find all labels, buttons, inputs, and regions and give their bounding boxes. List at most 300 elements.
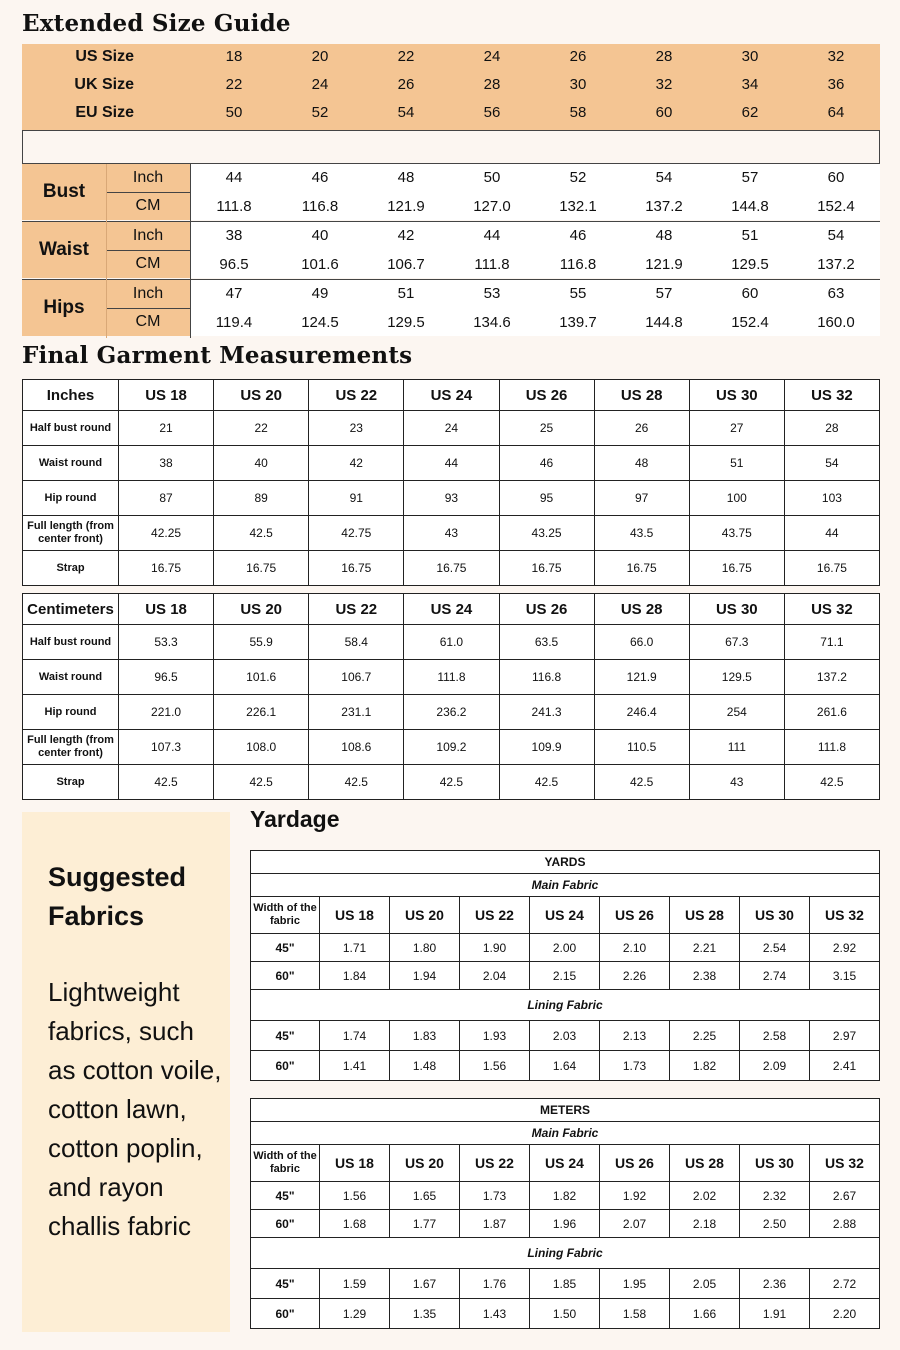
inch-value: 52 xyxy=(569,169,587,186)
cell-value: 1.50 xyxy=(530,1299,600,1329)
cell-value: 71.1 xyxy=(784,625,879,660)
table-row xyxy=(251,1182,880,1210)
cell-value: 2.38 xyxy=(670,962,740,990)
size-header: US 22 xyxy=(309,594,404,625)
cell-value: 22 xyxy=(214,411,309,446)
cell-value: 2.50 xyxy=(740,1210,810,1238)
cell-value: 106.7 xyxy=(309,660,404,695)
size-value: 34 xyxy=(741,76,759,93)
size-header: US 28 xyxy=(594,594,689,625)
unit-inch-label: Inch xyxy=(106,164,190,192)
cell-value: 55.9 xyxy=(214,625,309,660)
size-header: US 20 xyxy=(390,1145,460,1182)
inch-value: 57 xyxy=(741,169,759,186)
cell-value: 108.0 xyxy=(214,730,309,765)
main-fabric-label: Main Fabric xyxy=(251,874,880,897)
table-row xyxy=(251,1299,880,1329)
cell-value: 2.15 xyxy=(530,962,600,990)
cm-value: 137.2 xyxy=(817,256,855,273)
corner-label: Inches xyxy=(23,380,119,411)
row-label: Full length (from center front) xyxy=(23,730,119,765)
cell-value: 3.15 xyxy=(810,962,880,990)
cell-value: 2.05 xyxy=(670,1269,740,1299)
width-label: Width of the fabric xyxy=(251,897,320,934)
unit-divider xyxy=(106,308,190,309)
row-label: Hip round xyxy=(23,695,119,730)
size-value: 18 xyxy=(225,48,243,65)
size-value: 56 xyxy=(483,104,501,121)
inch-value: 60 xyxy=(741,285,759,302)
fabric-width: 60" xyxy=(251,1210,320,1238)
cell-value: 54 xyxy=(784,446,879,481)
cell-value: 51 xyxy=(689,446,784,481)
size-value: 64 xyxy=(827,104,845,121)
table-row xyxy=(251,1269,880,1299)
unit-title: METERS xyxy=(251,1099,880,1122)
cell-value: 2.02 xyxy=(670,1182,740,1210)
size-header: US 24 xyxy=(404,380,499,411)
size-value: 36 xyxy=(827,76,845,93)
cell-value: 16.75 xyxy=(404,551,499,586)
cell-value: 46 xyxy=(499,446,594,481)
cell-value: 1.94 xyxy=(390,962,460,990)
row-label: Hip round xyxy=(23,481,119,516)
measurement-label-bust: Bust xyxy=(22,164,106,220)
cell-value: 1.87 xyxy=(460,1210,530,1238)
cell-value: 2.00 xyxy=(530,934,600,962)
cm-value: 96.5 xyxy=(219,256,249,273)
cell-value: 254 xyxy=(689,695,784,730)
size-header: US 24 xyxy=(404,594,499,625)
extended-size-guide-title: Extended Size Guide xyxy=(22,10,291,37)
suggested-fabrics-text: Lightweight fabrics, such as cotton voile, cotton lawn, cotton poplin, and rayon challis fabric xyxy=(48,977,222,1241)
yardage-title: Yardage xyxy=(250,806,340,832)
cell-value: 231.1 xyxy=(309,695,404,730)
corner-label: Centimeters xyxy=(23,594,119,625)
size-header: US 20 xyxy=(214,594,309,625)
cell-value: 95 xyxy=(499,481,594,516)
cell-value: 226.1 xyxy=(214,695,309,730)
cell-value: 2.26 xyxy=(600,962,670,990)
size-value: 32 xyxy=(655,76,673,93)
cell-value: 2.25 xyxy=(670,1021,740,1051)
fabric-width: 45" xyxy=(251,1269,320,1299)
yardage-table-meters xyxy=(250,1098,880,1329)
cell-value: 2.54 xyxy=(740,934,810,962)
garment-table-inches xyxy=(22,379,880,586)
table-row xyxy=(23,730,880,765)
cm-value: 134.6 xyxy=(473,314,511,331)
cell-value: 42.5 xyxy=(309,765,404,800)
cm-value: 139.7 xyxy=(559,314,597,331)
inch-value: 40 xyxy=(311,227,329,244)
table-row xyxy=(23,625,880,660)
cell-value: 2.18 xyxy=(670,1210,740,1238)
unit-divider xyxy=(106,192,190,193)
cell-value: 42.5 xyxy=(214,516,309,551)
inch-value: 46 xyxy=(311,169,329,186)
label-divider xyxy=(106,164,107,338)
cell-value: 2.36 xyxy=(740,1269,810,1299)
cell-value: 1.83 xyxy=(390,1021,460,1051)
cell-value: 111.8 xyxy=(404,660,499,695)
size-header: US 28 xyxy=(670,897,740,934)
inch-value: 49 xyxy=(311,285,329,302)
inch-value: 53 xyxy=(483,285,501,302)
inch-value: 44 xyxy=(483,227,501,244)
table-row xyxy=(23,411,880,446)
cell-value: 1.71 xyxy=(320,934,390,962)
cell-value: 16.75 xyxy=(784,551,879,586)
cell-value: 109.2 xyxy=(404,730,499,765)
cell-value: 1.65 xyxy=(390,1182,460,1210)
main-fabric-row xyxy=(251,1122,880,1145)
cell-value: 2.21 xyxy=(670,934,740,962)
size-value: 20 xyxy=(311,48,329,65)
size-value: 28 xyxy=(483,76,501,93)
size-value: 30 xyxy=(741,48,759,65)
size-header: US 30 xyxy=(740,897,810,934)
cell-value: 241.3 xyxy=(499,695,594,730)
inch-value: 54 xyxy=(655,169,673,186)
cell-value: 42.5 xyxy=(214,765,309,800)
unit-cm-label: CM xyxy=(106,192,190,220)
fabric-width: 60" xyxy=(251,1051,320,1081)
inch-value: 60 xyxy=(827,169,845,186)
size-value: 62 xyxy=(741,104,759,121)
cell-value: 1.95 xyxy=(600,1269,670,1299)
lining-fabric-label: Lining Fabric xyxy=(251,990,880,1021)
size-header: US 32 xyxy=(784,594,879,625)
header-row xyxy=(23,594,880,625)
table-row xyxy=(251,962,880,990)
cell-value: 38 xyxy=(119,446,214,481)
cell-value: 1.43 xyxy=(460,1299,530,1329)
fabric-width: 60" xyxy=(251,1299,320,1329)
inch-value: 50 xyxy=(483,169,501,186)
cell-value: 1.29 xyxy=(320,1299,390,1329)
lining-fabric-row xyxy=(251,990,880,1021)
size-value: 54 xyxy=(397,104,415,121)
cell-value: 53.3 xyxy=(119,625,214,660)
row-label: Strap xyxy=(23,551,119,586)
table-row xyxy=(23,481,880,516)
size-header: US 26 xyxy=(600,1145,670,1182)
cell-value: 25 xyxy=(499,411,594,446)
cell-value: 23 xyxy=(309,411,404,446)
cm-value: 111.8 xyxy=(216,198,252,215)
cell-value: 111.8 xyxy=(784,730,879,765)
cell-value: 67.3 xyxy=(689,625,784,660)
cell-value: 16.75 xyxy=(309,551,404,586)
final-garment-title: Final Garment Measurements xyxy=(22,342,413,369)
inch-value: 57 xyxy=(655,285,673,302)
cm-value: 137.2 xyxy=(645,198,683,215)
cell-value: 1.67 xyxy=(390,1269,460,1299)
cm-value: 106.7 xyxy=(387,256,425,273)
cell-value: 42 xyxy=(309,446,404,481)
cell-value: 1.41 xyxy=(320,1051,390,1081)
cell-value: 2.74 xyxy=(740,962,810,990)
unit-title: YARDS xyxy=(251,851,880,874)
cell-value: 26 xyxy=(594,411,689,446)
cell-value: 96.5 xyxy=(119,660,214,695)
width-label: Width of the fabric xyxy=(251,1145,320,1182)
cell-value: 1.85 xyxy=(530,1269,600,1299)
cell-value: 261.6 xyxy=(784,695,879,730)
inch-value: 51 xyxy=(397,285,415,302)
cm-value: 116.8 xyxy=(301,198,339,215)
cell-value: 1.82 xyxy=(530,1182,600,1210)
cell-value: 111 xyxy=(689,730,784,765)
cell-value: 2.20 xyxy=(810,1299,880,1329)
table-row xyxy=(251,1051,880,1081)
cell-value: 109.9 xyxy=(499,730,594,765)
cell-value: 2.04 xyxy=(460,962,530,990)
row-label: Half bust round xyxy=(23,625,119,660)
cell-value: 1.48 xyxy=(390,1051,460,1081)
inch-value: 54 xyxy=(827,227,845,244)
inch-value: 47 xyxy=(225,285,243,302)
size-header: US 24 xyxy=(530,897,600,934)
cell-value: 2.10 xyxy=(600,934,670,962)
cell-value: 44 xyxy=(784,516,879,551)
cell-value: 43 xyxy=(689,765,784,800)
size-value: 24 xyxy=(483,48,501,65)
cell-value: 1.76 xyxy=(460,1269,530,1299)
cell-value: 1.96 xyxy=(530,1210,600,1238)
inch-value: 46 xyxy=(569,227,587,244)
cm-value: 119.4 xyxy=(215,314,253,331)
cell-value: 129.5 xyxy=(689,660,784,695)
row-label: Strap xyxy=(23,765,119,800)
size-value: 24 xyxy=(311,76,329,93)
cell-value: 24 xyxy=(404,411,499,446)
size-header-row xyxy=(251,1145,880,1182)
cell-value: 61.0 xyxy=(404,625,499,660)
cell-value: 44 xyxy=(404,446,499,481)
cm-value: 152.4 xyxy=(817,198,855,215)
suggested-fabrics-title: Suggested Fabrics xyxy=(48,862,187,931)
inch-value: 48 xyxy=(397,169,415,186)
cell-value: 1.82 xyxy=(670,1051,740,1081)
cell-value: 2.72 xyxy=(810,1269,880,1299)
size-row-label: UK Size xyxy=(74,76,134,93)
cm-value: 124.5 xyxy=(301,314,339,331)
cell-value: 63.5 xyxy=(499,625,594,660)
cell-value: 121.9 xyxy=(594,660,689,695)
cell-value: 93 xyxy=(404,481,499,516)
table-row xyxy=(23,765,880,800)
cell-value: 1.84 xyxy=(320,962,390,990)
size-value: 26 xyxy=(397,76,415,93)
size-header: US 32 xyxy=(810,1145,880,1182)
row-label: Waist round xyxy=(23,446,119,481)
size-value: 32 xyxy=(827,48,845,65)
main-fabric-label: Main Fabric xyxy=(251,1122,880,1145)
cell-value: 2.97 xyxy=(810,1021,880,1051)
cell-value: 2.13 xyxy=(600,1021,670,1051)
cell-value: 89 xyxy=(214,481,309,516)
cell-value: 16.75 xyxy=(499,551,594,586)
cell-value: 236.2 xyxy=(404,695,499,730)
cell-value: 2.41 xyxy=(810,1051,880,1081)
cell-value: 1.73 xyxy=(460,1182,530,1210)
cell-value: 2.03 xyxy=(530,1021,600,1051)
header-row xyxy=(23,380,880,411)
inch-value: 55 xyxy=(569,285,587,302)
cm-value: 111.8 xyxy=(474,256,510,273)
size-header-row xyxy=(251,897,880,934)
inch-value: 38 xyxy=(225,227,243,244)
size-header: US 26 xyxy=(600,897,670,934)
cell-value: 100 xyxy=(689,481,784,516)
measurement-label-hips: Hips xyxy=(22,280,106,336)
size-row-label: US Size xyxy=(75,48,134,65)
cm-value: 152.4 xyxy=(731,314,769,331)
cell-value: 91 xyxy=(309,481,404,516)
cm-value: 129.5 xyxy=(731,256,769,273)
cell-value: 1.93 xyxy=(460,1021,530,1051)
table-row xyxy=(23,551,880,586)
size-header: US 30 xyxy=(689,380,784,411)
size-header: US 26 xyxy=(499,594,594,625)
inch-value: 63 xyxy=(827,285,845,302)
size-header: US 18 xyxy=(320,897,390,934)
unit-cm-label: CM xyxy=(106,308,190,336)
lining-fabric-label: Lining Fabric xyxy=(251,1238,880,1269)
fabric-width: 45" xyxy=(251,1021,320,1051)
cell-value: 1.56 xyxy=(460,1051,530,1081)
cell-value: 1.92 xyxy=(600,1182,670,1210)
cell-value: 16.75 xyxy=(594,551,689,586)
lining-fabric-row xyxy=(251,1238,880,1269)
cell-value: 2.07 xyxy=(600,1210,670,1238)
cell-value: 1.77 xyxy=(390,1210,460,1238)
cell-value: 246.4 xyxy=(594,695,689,730)
table-row xyxy=(23,446,880,481)
measurement-label-waist: Waist xyxy=(22,222,106,278)
cell-value: 1.90 xyxy=(460,934,530,962)
size-value: 22 xyxy=(225,76,243,93)
cell-value: 1.56 xyxy=(320,1182,390,1210)
cell-value: 28 xyxy=(784,411,879,446)
cm-value: 127.0 xyxy=(473,198,511,215)
table-row xyxy=(23,695,880,730)
size-value: 30 xyxy=(569,76,587,93)
cell-value: 42.75 xyxy=(309,516,404,551)
fabric-width: 45" xyxy=(251,1182,320,1210)
size-value: 50 xyxy=(225,104,243,121)
inch-value: 44 xyxy=(225,169,243,186)
cell-value: 103 xyxy=(784,481,879,516)
cm-value: 116.8 xyxy=(559,256,597,273)
size-header: US 18 xyxy=(119,380,214,411)
cm-value: 160.0 xyxy=(817,314,855,331)
size-value: 26 xyxy=(569,48,587,65)
size-header: US 22 xyxy=(460,897,530,934)
cell-value: 27 xyxy=(689,411,784,446)
cell-value: 42.5 xyxy=(404,765,499,800)
fabric-width: 45" xyxy=(251,934,320,962)
cell-value: 2.32 xyxy=(740,1182,810,1210)
cell-value: 108.6 xyxy=(309,730,404,765)
unit-cm-label: CM xyxy=(106,250,190,278)
cell-value: 97 xyxy=(594,481,689,516)
size-header: US 20 xyxy=(390,897,460,934)
table-row xyxy=(251,1021,880,1051)
unit-row xyxy=(251,1099,880,1122)
unit-row xyxy=(251,851,880,874)
cell-value: 1.91 xyxy=(740,1299,810,1329)
cm-value: 121.9 xyxy=(645,256,683,273)
size-header: US 32 xyxy=(784,380,879,411)
size-header: US 28 xyxy=(594,380,689,411)
size-row-label: EU Size xyxy=(75,104,134,121)
table-row xyxy=(23,660,880,695)
cell-value: 21 xyxy=(119,411,214,446)
size-header: US 18 xyxy=(119,594,214,625)
cell-value: 221.0 xyxy=(119,695,214,730)
table-row xyxy=(23,516,880,551)
cell-value: 43.75 xyxy=(689,516,784,551)
cm-value: 144.8 xyxy=(731,198,769,215)
cell-value: 1.73 xyxy=(600,1051,670,1081)
size-value: 22 xyxy=(397,48,415,65)
cell-value: 43.5 xyxy=(594,516,689,551)
size-header: US 26 xyxy=(499,380,594,411)
cm-value: 129.5 xyxy=(387,314,425,331)
size-header: US 18 xyxy=(320,1145,390,1182)
cell-value: 40 xyxy=(214,446,309,481)
cell-value: 42.5 xyxy=(594,765,689,800)
size-header: US 22 xyxy=(309,380,404,411)
cell-value: 1.59 xyxy=(320,1269,390,1299)
cell-value: 110.5 xyxy=(594,730,689,765)
unit-inch-label: Inch xyxy=(106,280,190,308)
cell-value: 137.2 xyxy=(784,660,879,695)
cell-value: 66.0 xyxy=(594,625,689,660)
cm-value: 132.1 xyxy=(559,198,597,215)
row-label: Waist round xyxy=(23,660,119,695)
cell-value: 16.75 xyxy=(119,551,214,586)
fabric-width: 60" xyxy=(251,962,320,990)
table-row xyxy=(251,934,880,962)
size-header: US 30 xyxy=(740,1145,810,1182)
cell-value: 2.92 xyxy=(810,934,880,962)
cell-value: 1.74 xyxy=(320,1021,390,1051)
spacer-row xyxy=(22,130,880,164)
cell-value: 43 xyxy=(404,516,499,551)
garment-table-centimeters xyxy=(22,593,880,800)
cell-value: 42.25 xyxy=(119,516,214,551)
row-label: Full length (from center front) xyxy=(23,516,119,551)
cell-value: 2.09 xyxy=(740,1051,810,1081)
cm-value: 101.6 xyxy=(301,256,339,273)
size-value: 52 xyxy=(311,104,329,121)
cell-value: 2.67 xyxy=(810,1182,880,1210)
table-row xyxy=(251,1210,880,1238)
cell-value: 101.6 xyxy=(214,660,309,695)
cell-value: 16.75 xyxy=(214,551,309,586)
cell-value: 58.4 xyxy=(309,625,404,660)
cell-value: 42.5 xyxy=(119,765,214,800)
cell-value: 16.75 xyxy=(689,551,784,586)
size-value: 28 xyxy=(655,48,673,65)
cell-value: 42.5 xyxy=(784,765,879,800)
size-header: US 32 xyxy=(810,897,880,934)
cell-value: 1.35 xyxy=(390,1299,460,1329)
